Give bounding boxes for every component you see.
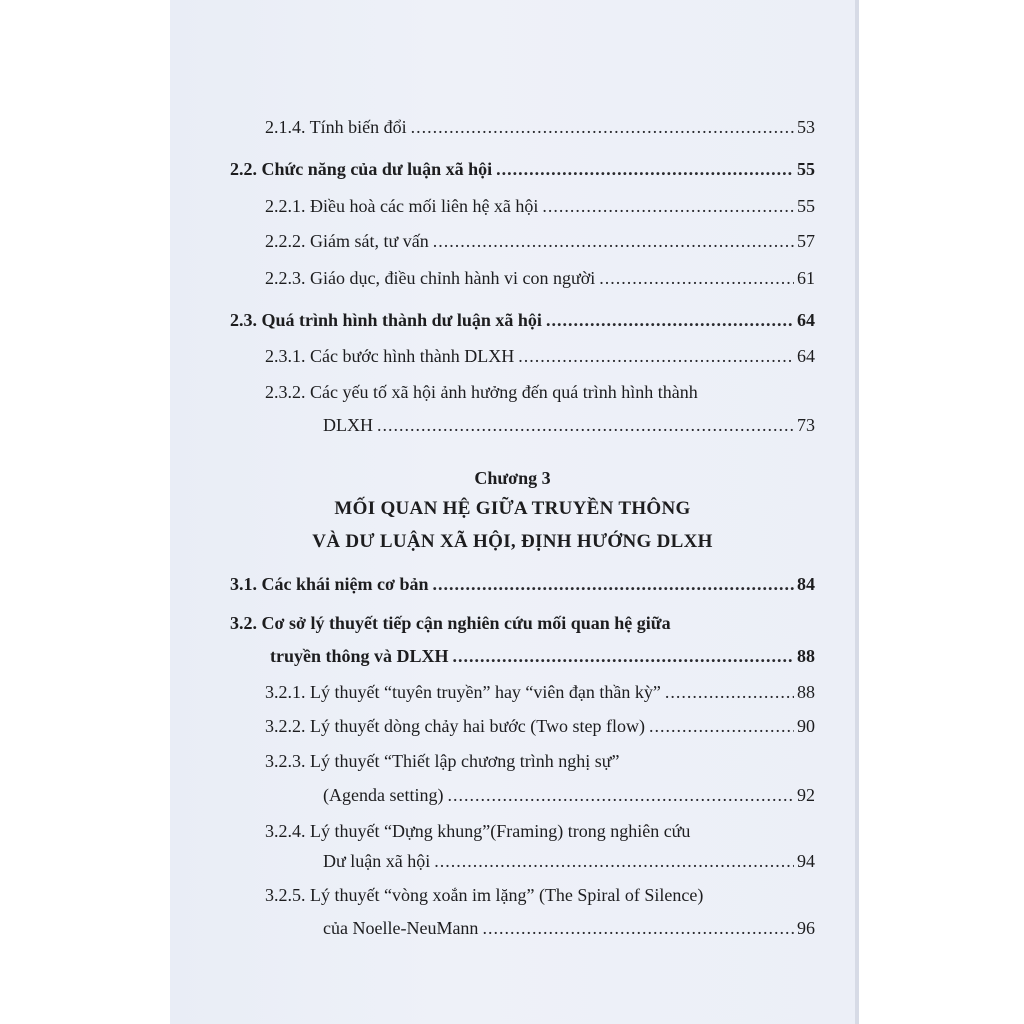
chapter-number: Chương 3 — [474, 468, 551, 488]
toc-leader-dots — [599, 267, 794, 289]
toc-entry-2-3-2-line1: 2.3.2. Các yếu tố xã hội ảnh hưởng đến quá trình hình thành — [265, 382, 698, 402]
toc-page-number: 92 — [797, 785, 815, 805]
toc-leader-dots — [542, 195, 794, 217]
toc-entry-3-2-1 — [265, 681, 815, 703]
toc-entry-3-1 — [230, 573, 815, 595]
toc-label: 2.3. Quá trình hình thành dư luận xã hội — [230, 310, 542, 330]
chapter-title-line1: MỐI QUAN HỆ GIỮA TRUYỀN THÔNG — [334, 498, 691, 519]
toc-leader-dots — [433, 230, 794, 252]
toc-label: truyền thông và DLXH — [270, 646, 449, 666]
toc-label: 2.2.1. Điều hoà các mối liên hệ xã hội — [265, 196, 539, 216]
toc-leader-dots — [482, 917, 794, 939]
toc-leader-dots — [665, 681, 794, 703]
toc-entry-2-2-3 — [265, 267, 815, 289]
toc-leader-dots — [447, 784, 794, 806]
toc-page-number: 57 — [797, 231, 815, 251]
toc-leader-dots — [432, 573, 794, 595]
toc-page-number: 94 — [797, 851, 815, 871]
toc-entry-2-3 — [230, 309, 815, 331]
toc-leader-dots — [649, 715, 794, 737]
toc-page-number: 64 — [797, 346, 815, 366]
toc-label: 2.2.3. Giáo dục, điều chỉnh hành vi con người — [265, 268, 596, 288]
toc-page-number: 73 — [797, 415, 815, 435]
toc-entry-3-2-5-line1: 3.2.5. Lý thuyết “vòng xoắn im lặng” (The Spiral of Silence) — [265, 885, 704, 905]
toc-entry-3-2-5 — [323, 917, 815, 939]
page-edge — [855, 0, 859, 1024]
toc-leader-dots — [411, 116, 794, 138]
toc-entry-3-2-4-line1: 3.2.4. Lý thuyết “Dựng khung”(Framing) trong nghiên cứu — [265, 821, 691, 841]
toc-label: 2.3.1. Các bước hình thành DLXH — [265, 346, 515, 366]
toc-entry-3-2-3 — [323, 784, 815, 806]
toc-entry-3-2-3-line1: 3.2.3. Lý thuyết “Thiết lập chương trình nghị sự” — [265, 751, 620, 771]
toc-label: 2.1.4. Tính biến đổi — [265, 117, 407, 137]
toc-page-number: 88 — [797, 646, 815, 666]
toc-label: (Agenda setting) — [323, 785, 444, 805]
toc-entry-3-2-4 — [323, 850, 815, 872]
toc-page-number: 55 — [797, 196, 815, 216]
toc-page-number: 53 — [797, 117, 815, 137]
toc-entry-3-2-2 — [265, 715, 815, 737]
toc-entry-2-3-1 — [265, 345, 815, 367]
toc-page-number: 64 — [797, 310, 815, 330]
toc-entry-2-2 — [230, 158, 815, 180]
toc-label: 2.2. Chức năng của dư luận xã hội — [230, 159, 493, 179]
toc-leader-dots — [453, 645, 794, 667]
chapter-title-line2: VÀ DƯ LUẬN XÃ HỘI, ĐỊNH HƯỚNG DLXH — [312, 531, 713, 552]
toc-leader-dots — [434, 850, 794, 872]
toc-label: 2.2.2. Giám sát, tư vấn — [265, 231, 429, 251]
toc-leader-dots — [496, 158, 794, 180]
toc-entry-3-2-line1: 3.2. Cơ sở lý thuyết tiếp cận nghiên cứu mối quan hệ giữa — [230, 613, 671, 633]
toc-leader-dots — [377, 414, 794, 436]
toc-label: 3.2.1. Lý thuyết “tuyên truyền” hay “viên đạn thần kỳ” — [265, 682, 661, 702]
toc-page-number: 61 — [797, 268, 815, 288]
toc-label: Dư luận xã hội — [323, 851, 431, 871]
toc-leader-dots — [518, 345, 794, 367]
toc-page-number: 90 — [797, 716, 815, 736]
toc-entry-2-2-2 — [265, 230, 815, 252]
toc-entry-2-3-2 — [323, 414, 815, 436]
toc-label: 3.2.2. Lý thuyết dòng chảy hai bước (Two step flow) — [265, 716, 645, 736]
toc-entry-2-2-1 — [265, 195, 815, 217]
toc-entry-3-2 — [270, 645, 815, 667]
toc-leader-dots — [546, 309, 794, 331]
toc-page-number: 84 — [797, 574, 815, 594]
toc-page-number: 88 — [797, 682, 815, 702]
toc-label: DLXH — [323, 415, 373, 435]
toc-page-number: 55 — [797, 159, 815, 179]
toc-label: 3.1. Các khái niệm cơ bản — [230, 574, 429, 594]
toc-label: của Noelle-NeuMann — [323, 918, 479, 938]
toc-entry-2-1-4 — [265, 116, 815, 138]
toc-page-number: 96 — [797, 918, 815, 938]
